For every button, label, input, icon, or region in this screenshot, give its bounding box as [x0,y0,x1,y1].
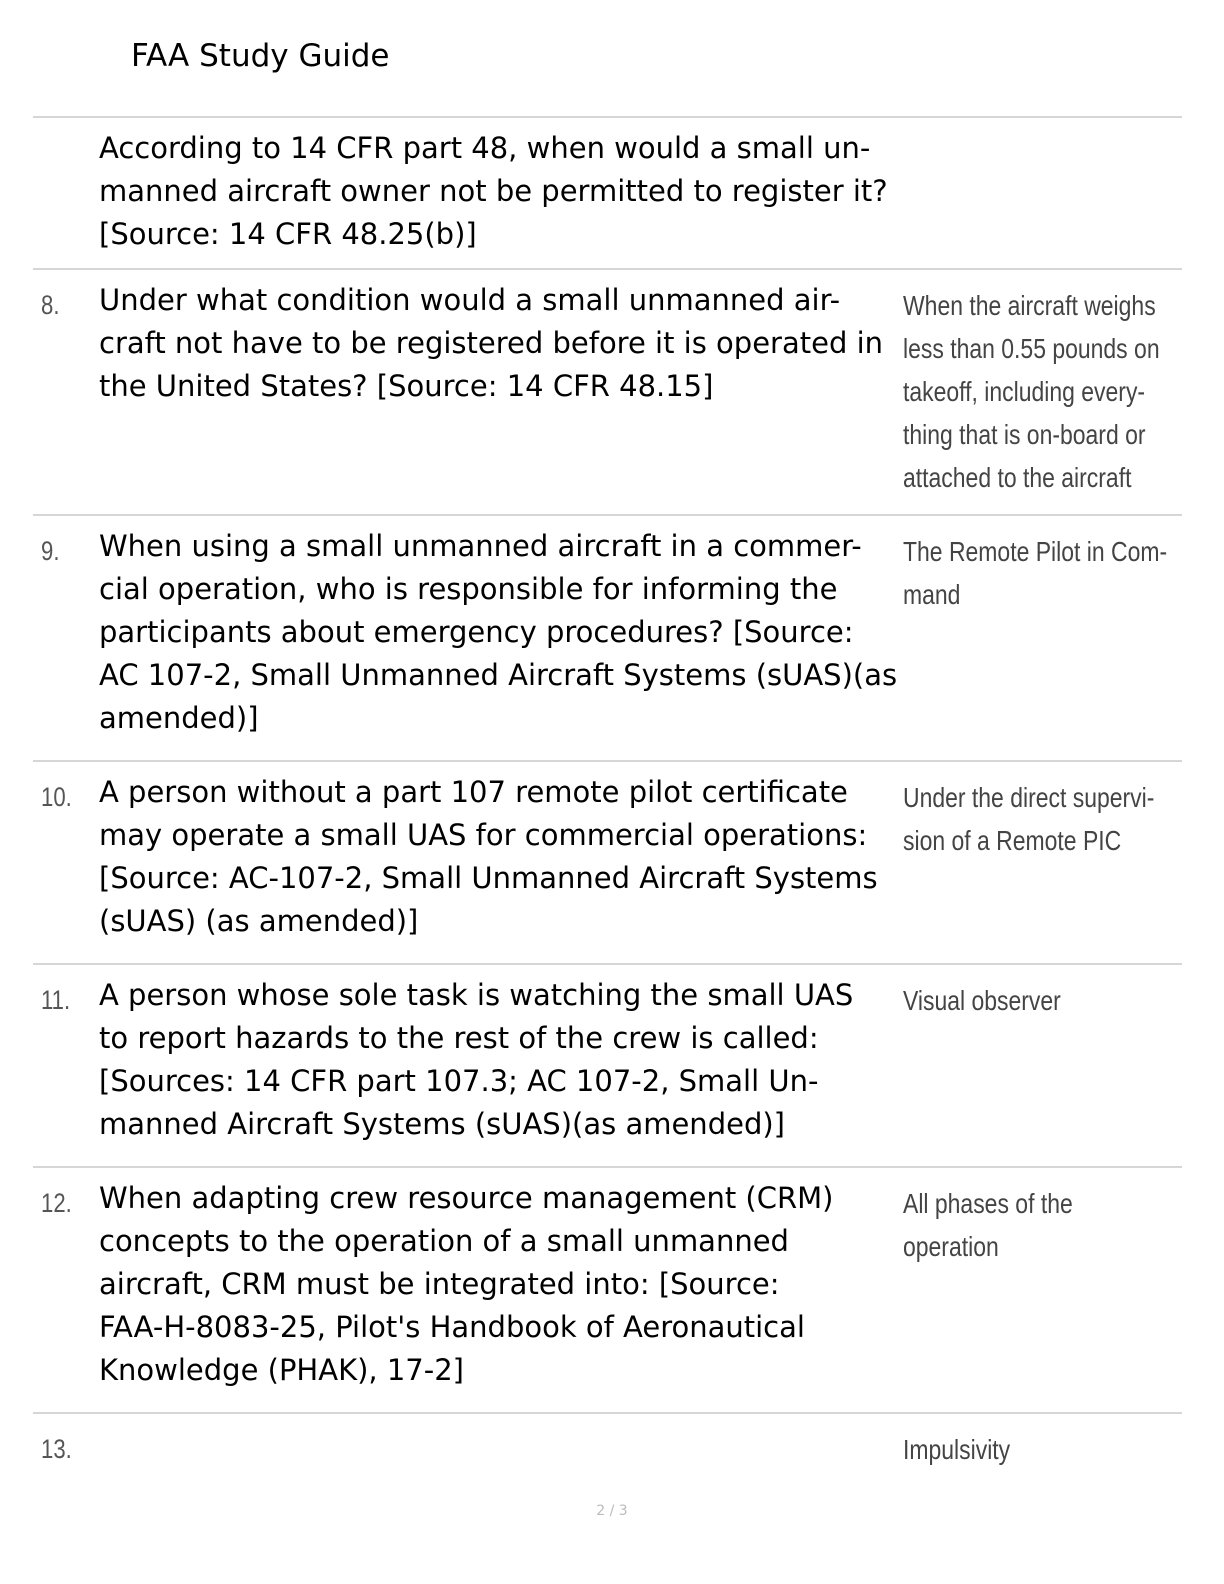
answer-text: Under the direct supervi- sion of a Remote PIC [903,782,1155,856]
question-text: When adapting crew resource management (CRM) concepts to the operation of a small unmanned aircraft, CRM must be integrated into: [Source: FAA-H-8083-25, Pilot's Handbook of Aeronautical Knowledge (PHAK), 17-2] [99,1181,834,1387]
question-text: When using a small unmanned aircraft in a commer- cial operation, who is responsible for informing the participants about emergency procedures? [Source: AC 107-2, Small Unmanned Aircraft Systems (sUAS)(as amended)] [99,529,898,735]
question-list [33,116,1182,1492]
question-row [33,116,1182,268]
question-number: 11. [41,985,71,1015]
question-row [33,268,1182,514]
answer-text: Visual observer [903,985,1061,1016]
question-row [33,963,1182,1166]
question-row [33,514,1182,760]
question-number: 13. [41,1434,72,1464]
question-row [33,1166,1182,1412]
page-number: 2 / 3 [596,1503,628,1519]
question-text: A person whose sole task is watching the small UAS to report hazards to the rest of the crew is called: [Sources: 14 CFR part 107.3; AC 107-2, Small Un- manned Aircraft Systems (sUAS)(as amended)] [99,978,854,1141]
question-row [33,760,1182,963]
question-number: 8. [41,290,60,320]
answer-text: Impulsivity [903,1434,1011,1465]
question-text: According to 14 CFR part 48, when would a small un- manned aircraft owner not be permitted to register it? [Source: 14 CFR 48.25(b)] [99,131,888,251]
question-number: 10. [41,782,72,812]
question-number: 9. [41,536,60,566]
answer-text: All phases of the operation [903,1188,1073,1262]
question-number: 12. [41,1188,72,1218]
page-title: FAA Study Guide [131,38,390,74]
question-row [33,1412,1182,1492]
question-text: A person without a part 107 remote pilot certificate may operate a small UAS for commercial operations: [Source: AC-107-2, Small Unmanned Aircraft Systems (sUAS) (as amended)] [99,775,878,938]
question-text: Under what condition would a small unmanned air- craft not have to be registered before it is operated in the United States? [Source: 14 CFR 48.15] [99,283,884,403]
answer-text: The Remote Pilot in Com- mand [903,536,1168,610]
answer-text: When the aircraft weighs less than 0.55 pounds on takeoff, including every- thing that is on-board or attached to the aircraft [903,290,1160,493]
